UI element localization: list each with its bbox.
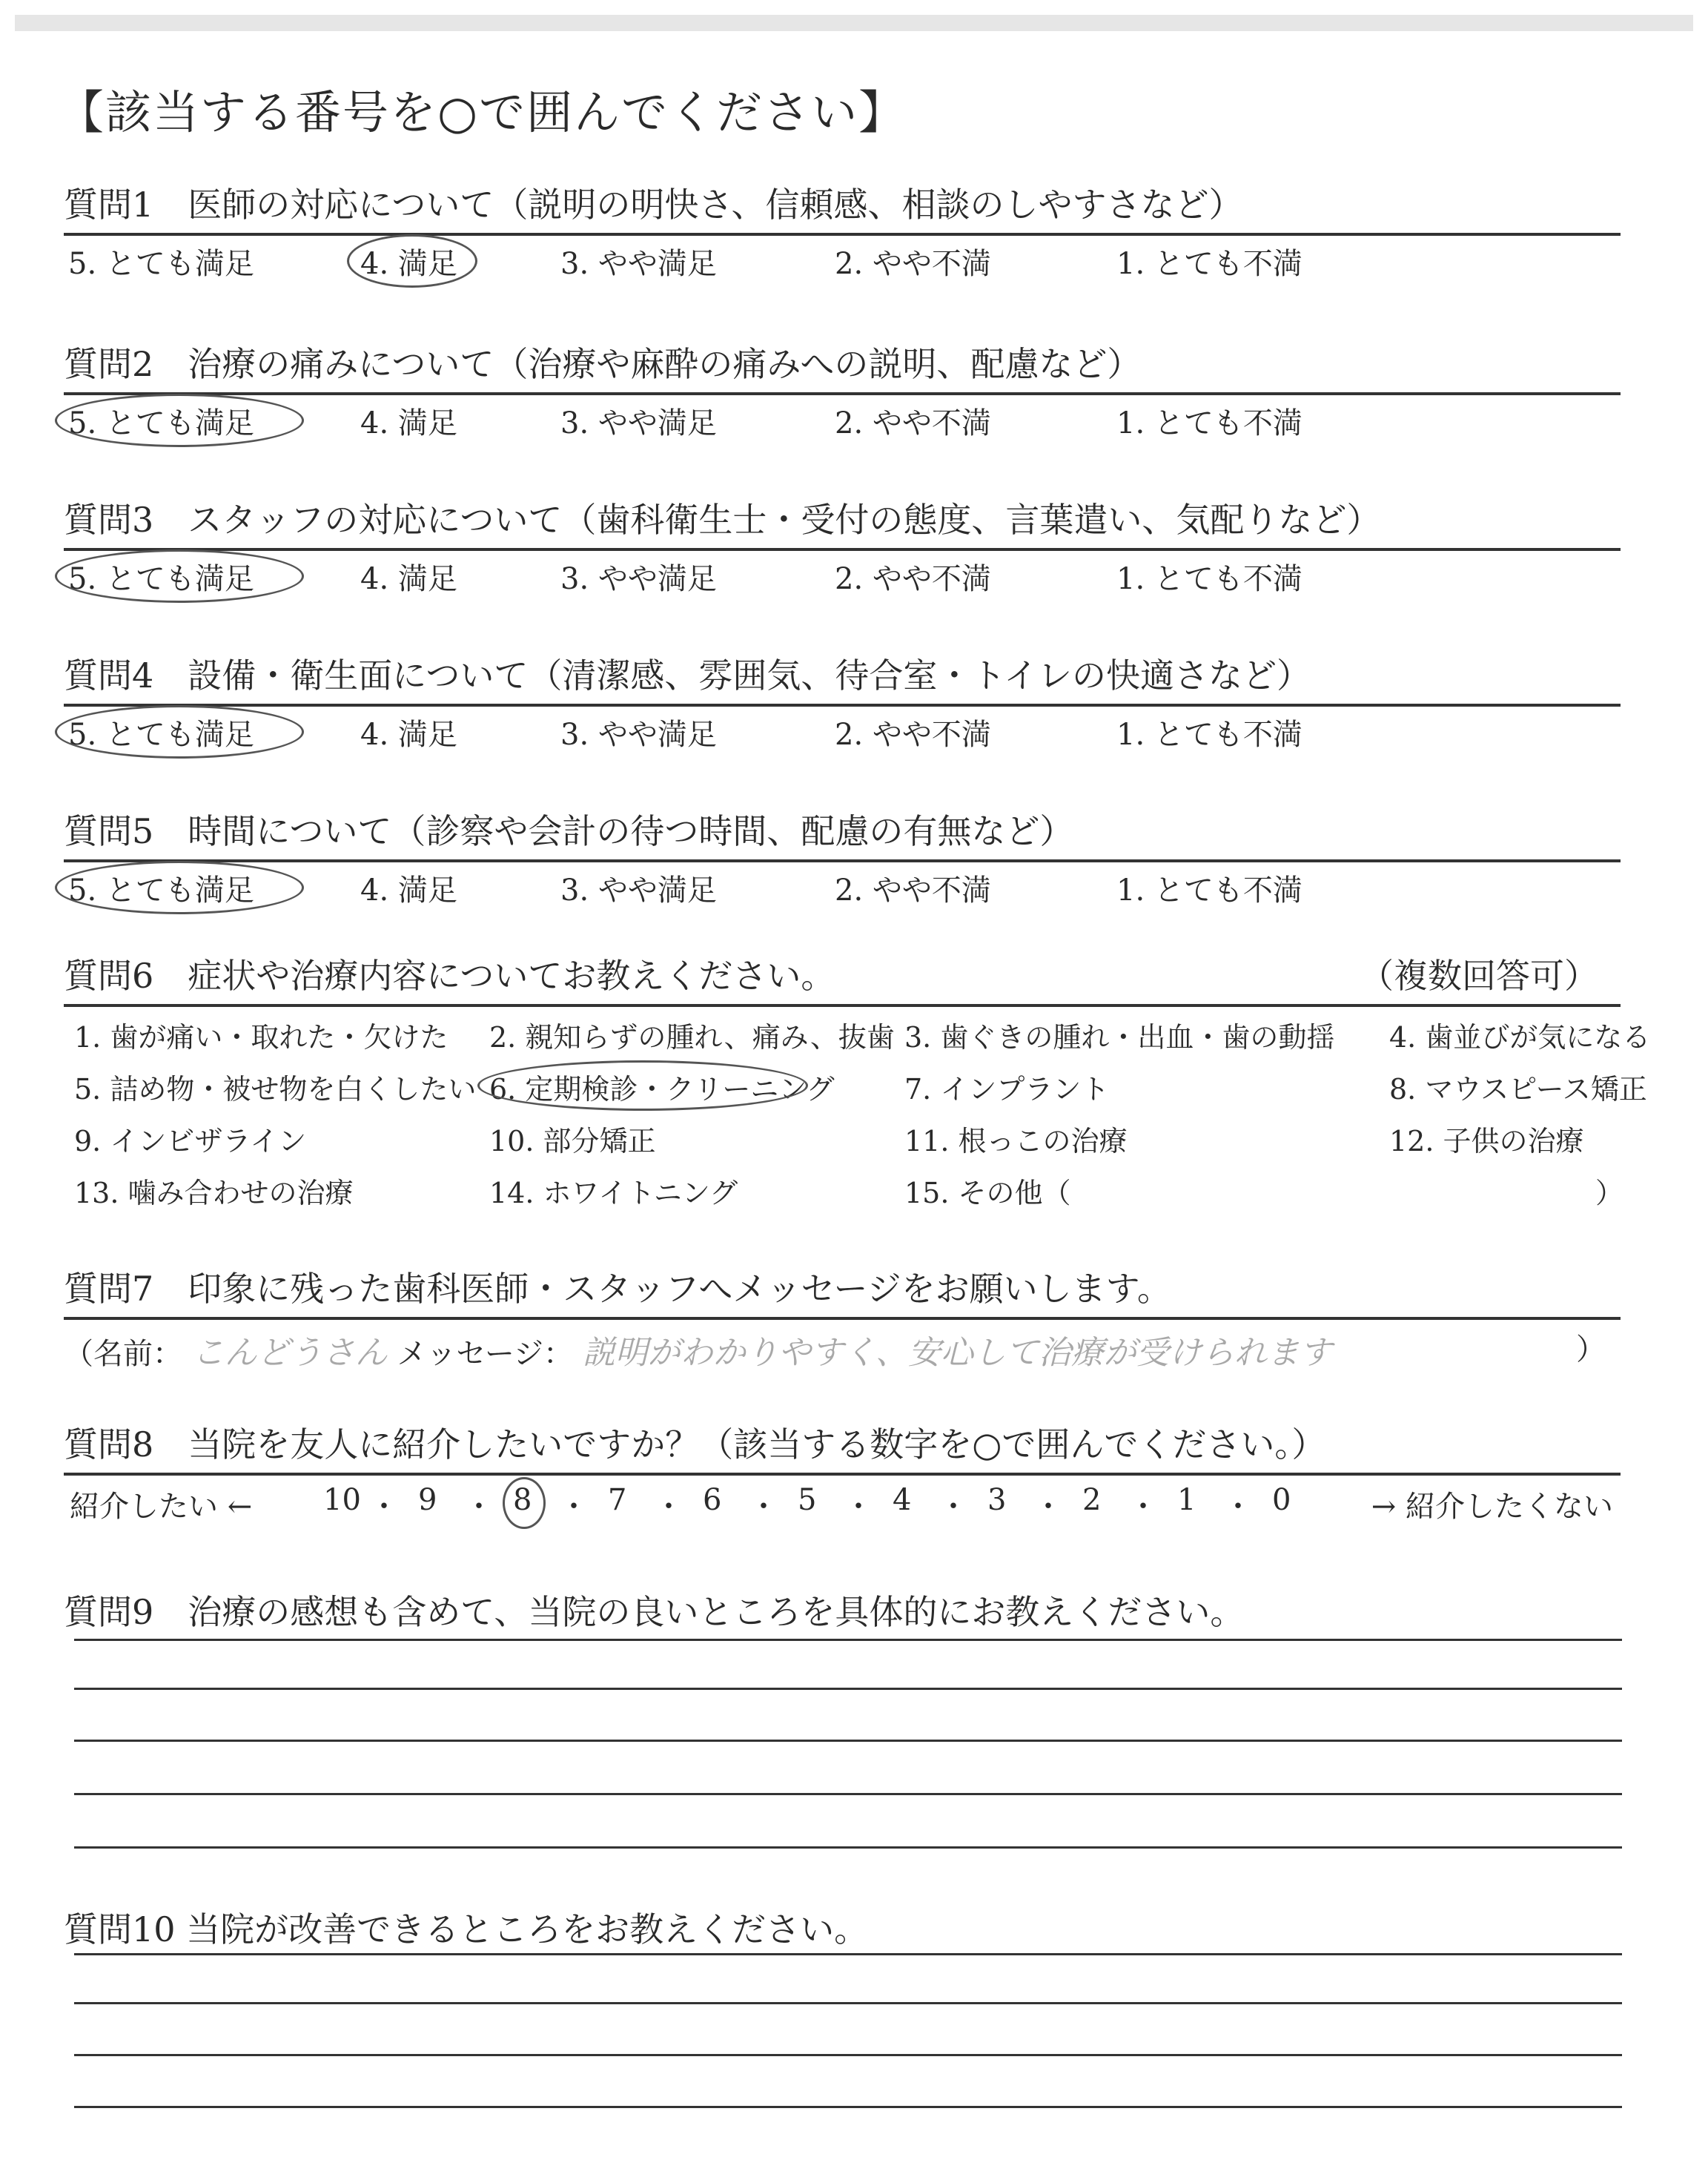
symptom-option[interactable]: 3. 歯ぐきの腫れ・出血・歯の動揺 <box>904 1021 1335 1054</box>
rating-options <box>64 240 1621 285</box>
rating-option[interactable]: 3. やや満足 <box>560 562 717 596</box>
symptom-option[interactable]: 6. 定期検診・クリーニング <box>489 1073 835 1106</box>
question-4-title: 質問4 設備・衛生面について（清潔感、雰囲気、待合室・トイレの快適さなど） <box>64 655 1311 696</box>
other-close-paren: ） <box>1595 1177 1624 1209</box>
write-line[interactable] <box>74 2054 1622 2056</box>
rating-option[interactable]: 1. とても不満 <box>1116 718 1302 752</box>
scan-top-edge <box>15 15 1693 31</box>
write-line[interactable] <box>74 1740 1622 1742</box>
recommend-scale <box>64 1483 1621 1527</box>
scale-right-label: → 紹介したくない <box>1371 1490 1613 1524</box>
name-handwritten[interactable]: こんどうさん <box>191 1334 388 1372</box>
question-rule <box>64 1004 1621 1007</box>
write-line[interactable] <box>74 2002 1622 2004</box>
rating-option[interactable]: 2. やや不満 <box>835 873 991 908</box>
rating-option[interactable]: 4. 満足 <box>360 406 457 440</box>
question-10 <box>64 1903 1621 1952</box>
message-close-paren: ） <box>1576 1332 1606 1367</box>
question-rule <box>64 392 1621 395</box>
question-rule <box>64 704 1621 707</box>
scale-separator: ・ <box>1223 1490 1253 1524</box>
rating-option[interactable]: 3. やや満足 <box>560 873 717 908</box>
rating-option[interactable]: 4. 満足 <box>360 562 457 596</box>
rating-options <box>64 867 1621 911</box>
symptom-option[interactable]: 11. 根っこの治療 <box>904 1125 1128 1157</box>
question-10-title: 質問10 当院が改善できるところをお教えください。 <box>64 1909 869 1949</box>
message-line <box>64 1326 1621 1370</box>
symptom-options <box>64 1014 1651 1229</box>
rating-option[interactable]: 2. やや不満 <box>835 562 991 596</box>
scale-value[interactable]: 0 <box>1272 1483 1291 1517</box>
question-9 <box>64 1585 1621 1634</box>
scale-left-label: 紹介したい ← <box>70 1490 253 1524</box>
rating-option[interactable]: 2. やや不満 <box>835 406 991 440</box>
scale-separator: ・ <box>939 1490 968 1524</box>
scale-value[interactable]: 3 <box>987 1483 1007 1517</box>
question-rule <box>64 548 1621 551</box>
scale-value[interactable]: 7 <box>608 1483 627 1517</box>
question-rule <box>64 1473 1621 1476</box>
rating-option[interactable]: 5. とても満足 <box>68 247 254 281</box>
scale-value[interactable]: 9 <box>418 1483 437 1517</box>
question-7 <box>64 1262 1621 1370</box>
rating-option[interactable]: 2. やや不満 <box>835 718 991 752</box>
question-rule <box>64 233 1621 236</box>
symptom-option[interactable]: 9. インビザライン <box>74 1125 307 1157</box>
scale-separator: ・ <box>654 1490 683 1524</box>
rating-option[interactable]: 4. 満足 <box>360 247 457 281</box>
symptom-option[interactable]: 10. 部分矯正 <box>489 1125 656 1157</box>
scale-value[interactable]: 5 <box>798 1483 817 1517</box>
form-header: 【該当する番号を○で囲んでください】 <box>58 85 907 139</box>
rating-option[interactable]: 5. とても満足 <box>68 406 254 440</box>
rating-option[interactable]: 1. とても不満 <box>1116 873 1302 908</box>
scale-value[interactable]: 1 <box>1177 1483 1196 1517</box>
question-2-title: 質問2 治療の痛みについて（治療や麻酔の痛みへの説明、配慮など） <box>64 344 1142 384</box>
scale-separator: ・ <box>1128 1490 1158 1524</box>
rating-option[interactable]: 3. やや満足 <box>560 247 717 281</box>
symptom-option[interactable]: 8. マウスピース矯正 <box>1389 1073 1647 1106</box>
rating-option[interactable]: 2. やや不満 <box>835 247 991 281</box>
rating-option[interactable]: 3. やや満足 <box>560 718 717 752</box>
name-label: （名前： <box>64 1337 182 1371</box>
symptom-option[interactable]: 14. ホワイトニング <box>489 1177 738 1209</box>
symptom-option[interactable]: 1. 歯が痛い・取れた・欠けた <box>74 1021 448 1054</box>
rating-option[interactable]: 1. とても不満 <box>1116 247 1302 281</box>
scale-value[interactable]: 6 <box>703 1483 722 1517</box>
question-1 <box>64 178 1621 285</box>
question-8 <box>64 1418 1621 1527</box>
scale-separator: ・ <box>844 1490 873 1524</box>
rating-option[interactable]: 4. 満足 <box>360 718 457 752</box>
rating-option[interactable]: 5. とても満足 <box>68 718 254 752</box>
rating-option[interactable]: 1. とても不満 <box>1116 406 1302 440</box>
question-6 <box>64 949 1651 1229</box>
question-3-title: 質問3 スタッフの対応について（歯科衛生士・受付の態度、言葉遣い、気配りなど） <box>64 500 1381 540</box>
write-line[interactable] <box>74 1688 1622 1690</box>
question-rule <box>64 1317 1621 1320</box>
scale-value[interactable]: 2 <box>1082 1483 1102 1517</box>
rating-options <box>64 400 1621 444</box>
question-7-title: 質問7 印象に残った歯科医師・スタッフへメッセージをお願いします。 <box>64 1269 1171 1309</box>
write-line[interactable] <box>74 1639 1622 1641</box>
rating-option[interactable]: 4. 満足 <box>360 873 457 908</box>
question-2 <box>64 337 1621 444</box>
scale-value[interactable]: 4 <box>893 1483 912 1517</box>
scale-separator: ・ <box>464 1490 494 1524</box>
symptom-option[interactable]: 15. その他（ <box>904 1177 1071 1209</box>
message-handwritten[interactable]: 説明がわかりやすく、安心して治療が受けられます <box>582 1334 1332 1372</box>
symptom-option[interactable]: 2. 親知らずの腫れ、痛み、抜歯 <box>489 1021 895 1054</box>
rating-option[interactable]: 5. とても満足 <box>68 562 254 596</box>
question-9-title: 質問9 治療の感想も含めて、当院の良いところを具体的にお教えください。 <box>64 1592 1245 1632</box>
rating-options <box>64 555 1621 600</box>
scale-value[interactable]: 10 <box>323 1483 361 1517</box>
symptom-option[interactable]: 7. インプラント <box>904 1073 1110 1106</box>
question-8-title: 質問8 当院を友人に紹介したいですか？（該当する数字を○で囲んでください。） <box>64 1424 1326 1464</box>
multiple-answers-note: （複数回答可） <box>1360 956 1598 996</box>
question-6-title: 質問6 症状や治療内容についてお教えください。 （複数回答可） <box>64 949 1621 998</box>
rating-option[interactable]: 3. やや満足 <box>560 406 717 440</box>
write-line[interactable] <box>74 1846 1622 1849</box>
scale-separator: ・ <box>369 1490 399 1524</box>
scale-separator: ・ <box>749 1490 778 1524</box>
scale-separator: ・ <box>559 1490 589 1524</box>
question-4 <box>64 649 1621 756</box>
symptom-option[interactable]: 4. 歯並びが気になる <box>1389 1021 1651 1054</box>
message-label: メッセージ： <box>397 1337 574 1371</box>
symptom-option[interactable]: 12. 子供の治療 <box>1389 1125 1584 1157</box>
rating-options <box>64 711 1621 756</box>
question-3 <box>64 493 1621 600</box>
question-1-title: 質問1 医師の対応について（説明の明快さ、信頼感、相談のしやすさなど） <box>64 185 1243 225</box>
question-5-title: 質問5 時間について（診察や会計の待つ時間、配慮の有無など） <box>64 811 1074 851</box>
symptom-option[interactable]: 5. 詰め物・被せ物を白くしたい <box>74 1073 477 1106</box>
scale-value[interactable]: 8 <box>513 1483 532 1517</box>
scale-separator: ・ <box>1033 1490 1063 1524</box>
rating-option[interactable]: 5. とても満足 <box>68 873 254 908</box>
symptom-option[interactable]: 13. 噛み合わせの治療 <box>74 1177 354 1209</box>
write-line[interactable] <box>74 1953 1622 1955</box>
question-5 <box>64 805 1621 911</box>
write-line[interactable] <box>74 1793 1622 1795</box>
question-rule <box>64 859 1621 862</box>
rating-option[interactable]: 1. とても不満 <box>1116 562 1302 596</box>
write-line[interactable] <box>74 2106 1622 2108</box>
